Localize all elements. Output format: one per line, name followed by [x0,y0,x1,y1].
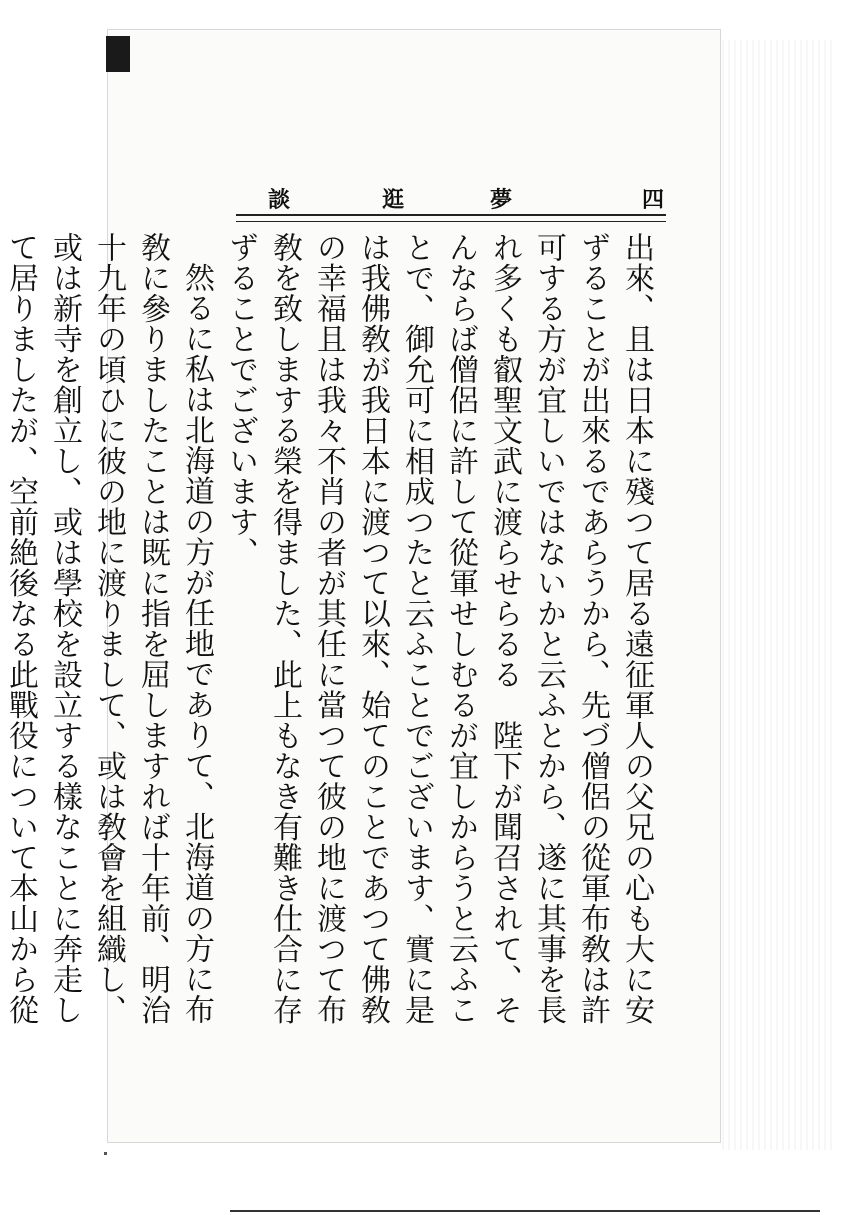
body-text [3,232,658,1052]
running-head [250,186,670,214]
margin-dot [104,1152,107,1155]
running-head-center: 逛 [382,187,405,213]
corner-tab-mark [106,36,130,72]
paragraph-2: 然るに私は北海道の方が任地でありて、北海道の方に布敎に參りましたことは既に指を屈しますれば十年前、明治十九年の頃ひに彼の地に渡りまして、或は敎會を組織し、或は新寺を創立し、或は學校を設立する樣なことに奔走して居りましたが、空前絶後なる此戰役について本山から從 [3,232,214,1025]
header-rule [236,214,666,222]
running-head-right: 夢 [490,187,513,213]
bottom-edge-rule [230,1210,820,1212]
running-head-left: 談 [268,187,291,213]
page-edge-shadow [722,40,832,1150]
paragraph-1: 出來、且は日本に殘つて居る遠征軍人の父兄の心も大に安ずることが出來るであらうから、先づ僧侶の從軍布敎は許可する方が宜しいではないかと云ふとから、遂に其事を長れ多くも叡聖文武に渡らせらるる 陛下が聞召されて、そんならば僧侶に許して從軍せしむるが宜しからうと云ふことで、御允可に相成つたと云ふことでございます、實に是は我佛敎が我日本に渡つて以來、始てのことであつて佛敎の幸福且は我々不肖の者が其任に當つて彼の地に渡つて布敎を致しまする榮を得ました、此上もなき有難き仕合に存ずることでございます、 [223,232,654,1025]
page-number: 四 [642,187,665,213]
